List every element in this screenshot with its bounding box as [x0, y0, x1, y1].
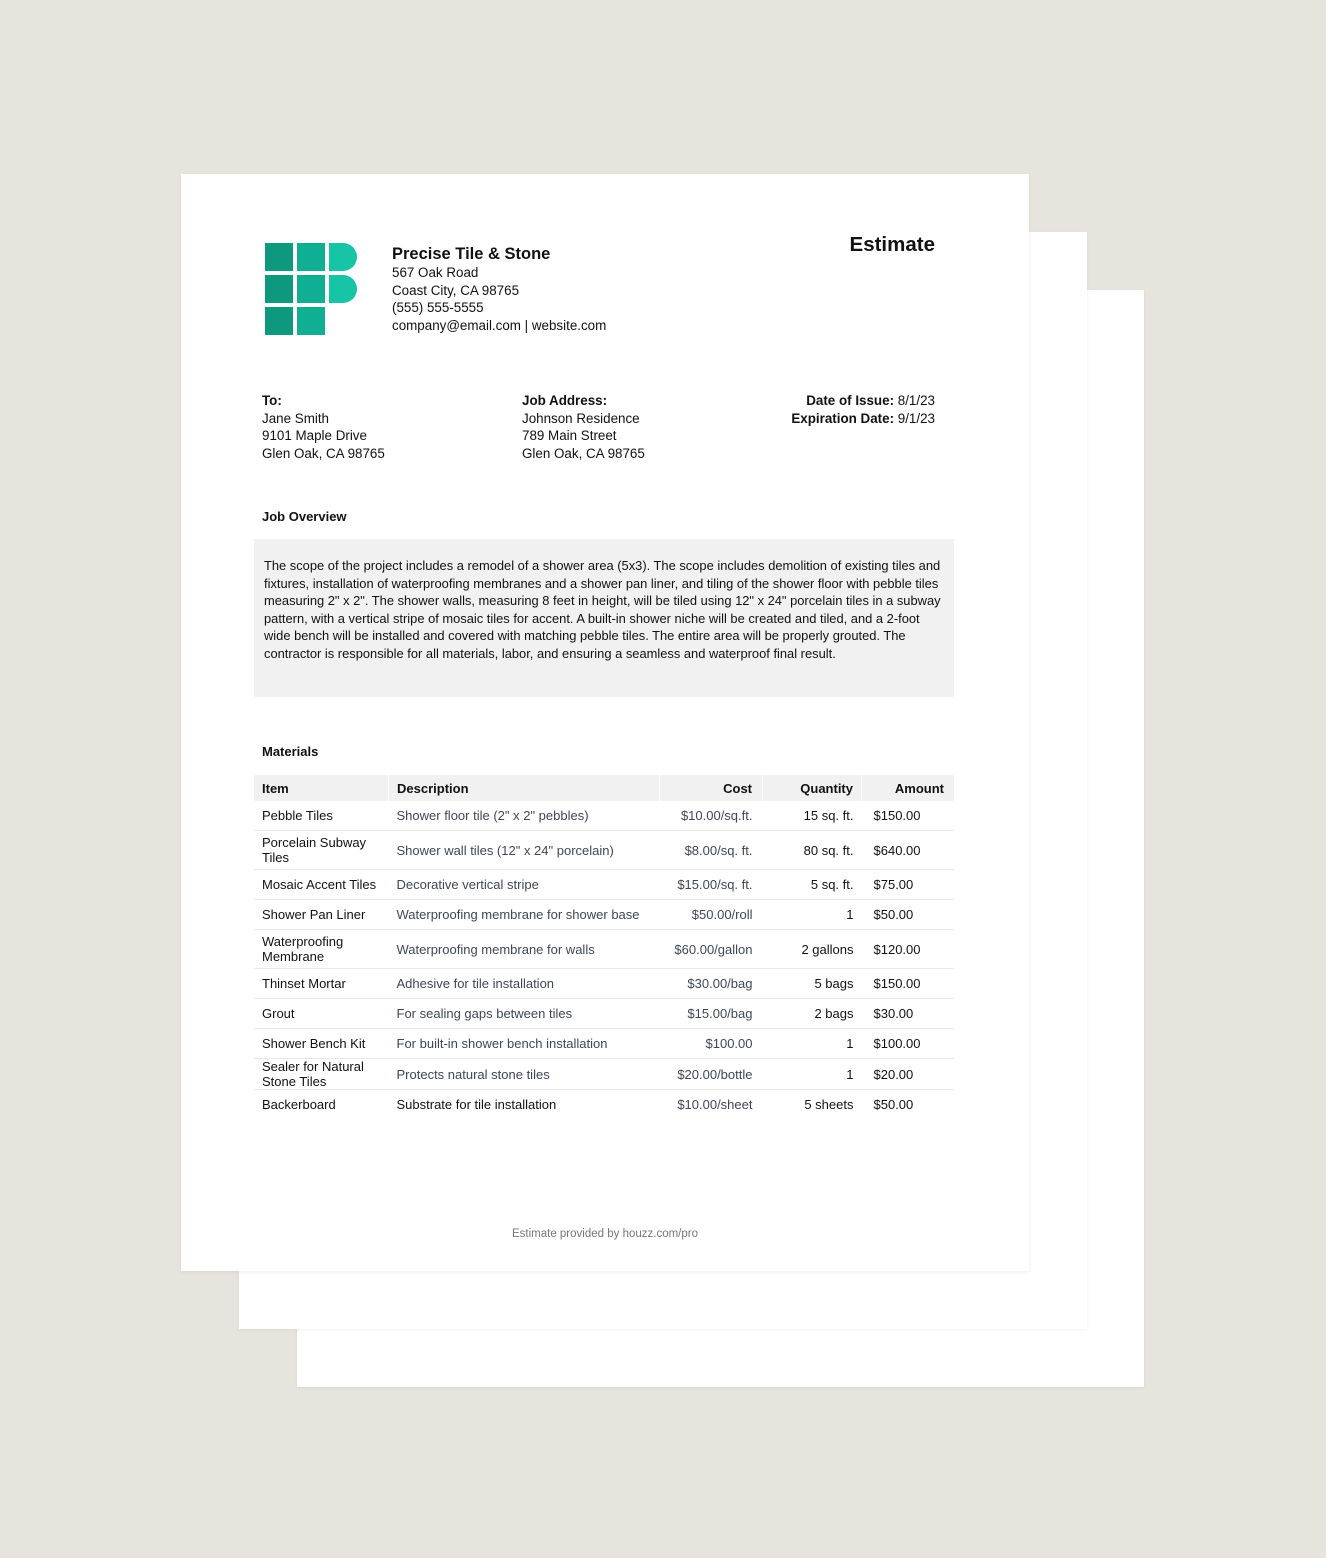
materials-table	[254, 775, 954, 1119]
description-cell: For sealing gaps between tiles	[389, 999, 660, 1029]
company-phone: (555) 555-5555	[392, 300, 484, 315]
cost-cell: $50.00/roll	[660, 900, 763, 930]
job-name: Johnson Residence	[522, 410, 640, 426]
cost-cell: $15.00/bag	[660, 999, 763, 1029]
quantity-cell: 2 bags	[763, 999, 862, 1029]
to-label: To:	[262, 393, 282, 408]
table-row	[254, 999, 954, 1029]
company-address-line2: Coast City, CA 98765	[392, 282, 520, 298]
cost-cell: $10.00/sq.ft.	[660, 801, 763, 831]
item-cell: Porcelain Subway Tiles	[254, 831, 389, 870]
quantity-cell: 15 sq. ft.	[763, 801, 862, 831]
footer-credit: Estimate provided by houzz.com/pro	[511, 1228, 698, 1240]
amount-cell: $50.00	[873, 1097, 914, 1112]
company-logo-icon	[265, 243, 357, 335]
description-cell: Protects natural stone tiles	[389, 1059, 660, 1090]
amount-cell: $150.00	[862, 969, 955, 999]
table-row	[254, 969, 954, 999]
quantity-cell: 1	[763, 1029, 862, 1059]
job-overview-title: Job Overview	[262, 509, 347, 524]
quantity-cell: 5 sheets	[804, 1097, 854, 1112]
item-cell: Backerboard	[262, 1097, 336, 1112]
expiration-date-value: 9/1/23	[897, 410, 935, 426]
table-row	[254, 831, 954, 870]
item-cell: Pebble Tiles	[254, 801, 389, 831]
materials-header-row	[254, 775, 954, 801]
header-quantity: Quantity	[763, 775, 862, 801]
description-cell: Shower floor tile (2" x 2" pebbles)	[389, 801, 660, 831]
item-cell: Mosaic Accent Tiles	[254, 870, 389, 900]
cost-cell: $30.00/bag	[660, 969, 763, 999]
description-cell: Substrate for tile installation	[396, 1097, 557, 1112]
job-address-line1: 789 Main Street	[522, 428, 617, 443]
cost-cell: $60.00/gallon	[660, 930, 763, 969]
description-cell: Waterproofing membrane for shower base	[389, 900, 660, 930]
bill-to-block	[262, 392, 385, 462]
item-cell: Shower Bench Kit	[254, 1029, 389, 1059]
header-cost: Cost	[660, 775, 763, 801]
company-info	[392, 244, 606, 334]
header-item: Item	[254, 775, 389, 801]
item-cell: Thinset Mortar	[254, 969, 389, 999]
cost-cell: $8.00/sq. ft.	[660, 831, 763, 870]
header-description: Description	[389, 775, 660, 801]
document-title: Estimate	[849, 233, 935, 256]
amount-cell: $100.00	[862, 1029, 955, 1059]
amount-cell: $50.00	[862, 900, 955, 930]
dates-block	[791, 392, 935, 427]
description-cell: Shower wall tiles (12" x 24" porcelain)	[389, 831, 660, 870]
description-cell: Waterproofing membrane for walls	[389, 930, 660, 969]
expiration-date-label: Expiration Date:	[791, 410, 895, 426]
quantity-cell: 2 gallons	[763, 930, 862, 969]
table-row	[254, 930, 954, 969]
amount-cell: $640.00	[862, 831, 955, 870]
item-cell: Waterproofing Membrane	[254, 930, 389, 969]
quantity-cell: 5 bags	[763, 969, 862, 999]
quantity-cell: 1	[763, 900, 862, 930]
amount-cell: $75.00	[862, 870, 955, 900]
table-row	[254, 1059, 954, 1090]
job-address-block	[522, 392, 645, 462]
cost-cell: $15.00/sq. ft.	[660, 870, 763, 900]
job-address-line2: Glen Oak, CA 98765	[522, 445, 645, 461]
description-cell: Decorative vertical stripe	[389, 870, 660, 900]
item-cell: Grout	[254, 999, 389, 1029]
table-row	[254, 900, 954, 930]
company-contact: company@email.com | website.com	[392, 317, 607, 333]
issue-date-label: Date of Issue:	[806, 393, 895, 408]
table-row	[254, 1029, 954, 1059]
materials-title: Materials	[262, 744, 319, 759]
cost-cell: $10.00/sheet	[677, 1097, 753, 1112]
estimate-page	[181, 174, 1029, 1271]
header-amount: Amount	[862, 775, 955, 801]
table-row	[254, 801, 954, 831]
job-overview-text: The scope of the project includes a remodel of a shower area (5x3). The scope includes demolition of existing tiles and fixtures, installation of waterproofing membranes and a shower pan liner, and tiling of the shower floor with pebble tiles measuring 2" x 2". The shower walls, measuring 8 feet in height, will be tiled using 12" x 24" porcelain tiles in a subway pattern, with a vertical stripe of mosaic tiles for accent. A built-in shower niche will be created and tiled, and a 2-foot wide bench will be installed and covered with matching pebble tiles. The entire area will be properly grouted. The contractor is responsible for all materials, labor, and ensuring a seamless and waterproof final result.	[254, 539, 954, 697]
table-row	[254, 1090, 954, 1120]
amount-cell: $120.00	[862, 930, 955, 969]
description-cell: Adhesive for tile installation	[389, 969, 660, 999]
amount-cell: $20.00	[862, 1059, 955, 1090]
cost-cell: $100.00	[660, 1029, 763, 1059]
job-address-label: Job Address:	[522, 393, 608, 408]
quantity-cell: 80 sq. ft.	[763, 831, 862, 870]
quantity-cell: 5 sq. ft.	[763, 870, 862, 900]
to-address-line1: 9101 Maple Drive	[262, 428, 367, 443]
company-name: Precise Tile & Stone	[392, 245, 551, 263]
amount-cell: $30.00	[862, 999, 955, 1029]
table-row	[254, 870, 954, 900]
issue-date-value: 8/1/23	[897, 393, 935, 408]
to-address-line2: Glen Oak, CA 98765	[262, 445, 385, 461]
quantity-cell: 1	[763, 1059, 862, 1090]
item-cell: Shower Pan Liner	[254, 900, 389, 930]
item-cell: Sealer for Natural Stone Tiles	[254, 1059, 389, 1090]
description-cell: For built-in shower bench installation	[389, 1029, 660, 1059]
amount-cell: $150.00	[862, 801, 955, 831]
company-address-line1: 567 Oak Road	[392, 265, 479, 280]
to-name: Jane Smith	[262, 410, 329, 426]
cost-cell: $20.00/bottle	[660, 1059, 763, 1090]
